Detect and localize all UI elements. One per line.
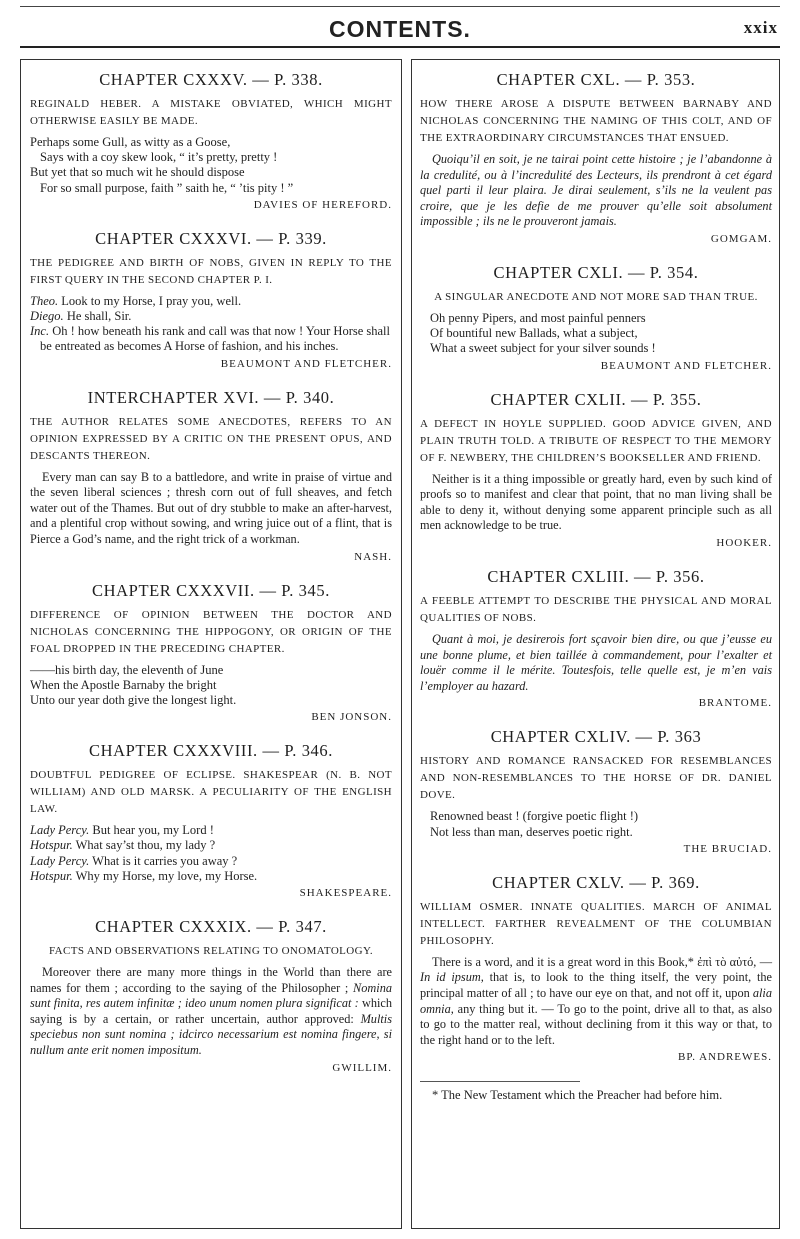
chapter-summary: FACTS AND OBSERVATIONS RELATING TO ONOMATOLOGY. [48, 945, 374, 958]
verse-line: Renowned beast ! (forgive poetic flight !) [430, 809, 639, 824]
running-header [20, 12, 780, 48]
chapter-heading: CHAPTER CXXXVII. — P. 345. [92, 580, 330, 600]
verse-line: Oh penny Pipers, and most painful penners [430, 310, 646, 325]
epigraph-prose: Quoiqu’il en soit, je ne tairai point cette histoire ; je l’abandonne à la credulité, ou à l’incredulité des Lecteurs, ils prendront à cet égard quel parti il leur plaira. Je dirai seulement, s’ils ne la veulent pas croire, que je les defie de me prouver qu’elle soit absolument impossible ; ils ne le prouveront jamais. [420, 152, 772, 229]
attribution: NASH. [354, 550, 392, 563]
footnote: * The New Testament which the Preacher had before him. [432, 1088, 723, 1103]
footnote-divider [420, 1081, 580, 1082]
interchapter-entry-16 [30, 388, 392, 564]
prose-text: There is a word, and it is a great word in this Book,* ἐπὶ τὸ αὐτό, — [432, 954, 772, 969]
epigraph-prose [30, 965, 392, 1059]
attribution: BRANTOME. [698, 697, 772, 710]
prose-text: Moreover there are many more things in the World than there are names for them ; according to the saying of the Philosopher ; [30, 965, 392, 995]
verse-line: Perhaps some Gull, as witty as a Goose, [30, 135, 231, 149]
verse-line: Unto our year doth give the longest light. [30, 693, 237, 707]
chapter-heading: CHAPTER CXXXV. — P. 338. [99, 70, 323, 89]
verse-line: But yet that so much wit he should dispose [30, 165, 245, 180]
verse-line: Of bountiful new Ballads, what a subject, [430, 326, 638, 341]
attribution: THE BRUCIAD. [683, 842, 772, 855]
chapter-summary: A SINGULAR ANECDOTE AND NOT MORE SAD THAN TRUE. [434, 290, 758, 303]
chapter-entry-137 [30, 581, 392, 725]
latin-quote: alia omnia, [420, 985, 772, 1016]
dialogue-text: Why my Horse, my love, my Horse. [72, 868, 258, 883]
chapter-heading: CHAPTER CXLIII. — P. 356. [487, 566, 705, 586]
verse-line: When the Apostle Barnaby the bright [30, 677, 217, 692]
chapter-entry-139 [30, 917, 392, 1075]
chapter-summary: DOUBTFUL PEDIGREE OF ECLIPSE. SHAKESPEAR (N. B. NOT WILLIAM) AND OLD MARSK. A PECULIARITY OF THE ENGLISH LAW. [30, 769, 392, 816]
verse-line: What a sweet subject for your silver sounds ! [430, 341, 656, 356]
chapter-heading: INTERCHAPTER XVI. — P. 340. [87, 387, 335, 407]
epigraph-verse [420, 809, 772, 839]
chapter-heading: CHAPTER CXXXVIII. — P. 346. [88, 741, 333, 761]
prose-text: which saying is by a certain, or rather uncertain, author approved: [30, 996, 392, 1026]
chapter-entry-140 [420, 70, 772, 246]
attribution: GOMGAM. [710, 232, 772, 245]
speaker-name: Theo. [30, 293, 59, 308]
verse-line: Not less than man, deserves poetic right. [430, 824, 633, 839]
chapter-summary: HOW THERE AROSE A DISPUTE BETWEEN BARNABY AND NICHOLAS CONCERNING THE NAMING OF THIS COLT, AND OF THE EXTRAORDINARY CIRCUMSTANCES THAT ENSUED. [420, 98, 772, 144]
dialogue-line [30, 838, 392, 853]
chapter-entry-144 [420, 727, 772, 855]
attribution: BEAUMONT AND FLETCHER. [220, 357, 392, 370]
attribution: DAVIES OF HEREFORD. [253, 198, 392, 211]
attribution: BEN JONSON. [311, 711, 392, 724]
epigraph-prose: Neither is it a thing impossible or greatly hard, even by such kind of proofs so to manifest and clear that point, that no man living shall be able to deny it, without denying some apparent principle such as all men acknowledge to be true. [420, 471, 772, 533]
latin-quote: Nomina sunt finita, res autem infinitæ ; ideo unum nomen plura significat : [30, 980, 392, 1011]
left-column [30, 70, 392, 1092]
epigraph-prose: Every man can say B to a battledore, and write in praise of virtue and the seven liberal sciences ; thresh corn out of full sheaves, and fetch water out of the Thames. But out of dry stubble to make an after-harvest, and a plentiful crop without sowing, and wring juice out of a flint, that is Pierce a God’s name, and the right trick of a workman. [30, 469, 392, 546]
right-column [420, 70, 772, 1104]
chapter-entry-143 [420, 567, 772, 710]
attribution: GWILLIM. [332, 1061, 392, 1074]
dialogue-line [30, 309, 392, 324]
chapter-entry-142 [420, 390, 772, 550]
speaker-name: Lady Percy. [30, 853, 90, 868]
attribution: BP. ANDREWES. [678, 1051, 772, 1064]
latin-quote: Multis speciebus non sunt nomina ; idcirco necessarium est nomina fingere, si nullum ante erit nomen impositum. [30, 1011, 392, 1057]
verse-line: Says with a coy skew look, “ it’s pretty, pretty ! [40, 150, 278, 165]
dialogue-line [30, 854, 392, 869]
chapter-summary: THE AUTHOR RELATES SOME ANECDOTES, REFERS TO AN OPINION EXPRESSED BY A CRITIC ON THE PRESENT OPUS, AND DESCANTS THEREON. [30, 415, 392, 462]
speaker-name: Hotspur. [30, 868, 73, 883]
epigraph-prose: Quant à moi, je desirerois fort sçavoir bien dire, ou que j’eusse eu une bonne plume, et bien taillée à commandement, pour l’exalter et louër comme il le mérite. Toutesfois, telle quelle est, je m’en vais l’employer au hazard. [420, 631, 772, 693]
page-number: xxix [743, 18, 778, 37]
attribution: BEAUMONT AND FLETCHER. [600, 359, 772, 372]
verse-line: ——his birth day, the eleventh of June [30, 662, 224, 677]
chapter-entry-141 [420, 263, 772, 373]
epigraph-prose [420, 955, 772, 1049]
attribution: HOOKER. [716, 536, 772, 549]
chapter-summary: REGINALD HEBER. A MISTAKE OBVIATED, WHICH MIGHT OTHERWISE EASILY BE MADE. [30, 98, 392, 127]
prose-text: any thing but it. — To go to the point, drive all to that, as also to go to the matter real, without declining from it this way or that, to the right hand or to the left. [420, 1001, 772, 1047]
chapter-heading: CHAPTER CXLII. — P. 355. [490, 389, 702, 409]
chapter-heading: CHAPTER CXXXIX. — P. 347. [95, 917, 327, 937]
chapter-entry-135 [30, 70, 392, 212]
page-title: CONTENTS. [329, 15, 471, 42]
dialogue-text: But hear you, my Lord ! [89, 823, 214, 838]
dialogue-text: What say’st thou, my lady ? [72, 838, 216, 853]
dialogue-text: Oh ! how beneath his rank and call was that now ! Your Horse shall be entreated as becomes A Horse of fashion, and his inches. [40, 324, 390, 354]
top-rule [20, 6, 780, 7]
chapter-heading: CHAPTER CXLIV. — P. 363 [490, 727, 702, 747]
chapter-summary: DIFFERENCE OF OPINION BETWEEN THE DOCTOR AND NICHOLAS CONCERNING THE HIPPOGONY, OR ORIGIN OF THE FOAL DROPPED IN THE PRECEDING CHAPTER. [30, 608, 392, 655]
latin-quote: In id ipsum, [420, 970, 484, 985]
prose-text: that is, to look to the thing itself, the very point, the principal matter of all ; to have our eye on that, and not off it, upon [420, 970, 772, 1000]
epigraph-dialogue [30, 294, 392, 355]
chapter-summary: A FEEBLE ATTEMPT TO DESCRIBE THE PHYSICAL AND MORAL QUALITIES OF NOBS. [420, 594, 772, 624]
verse-line: For so small purpose, faith ” saith he, “ ’tis pity ! ” [40, 180, 294, 195]
speaker-name: Diego. [30, 309, 64, 324]
dialogue-text: He shall, Sir. [63, 309, 132, 324]
epigraph-verse [420, 311, 772, 357]
epigraph-verse [30, 663, 392, 709]
chapter-entry-138 [30, 741, 392, 900]
chapter-summary: THE PEDIGREE AND BIRTH OF NOBS, GIVEN IN REPLY TO THE FIRST QUERY IN THE SECOND CHAPTER P. I. [30, 256, 392, 286]
speaker-name: Hotspur. [30, 838, 73, 853]
speaker-name: Inc. [30, 324, 50, 339]
chapter-heading: CHAPTER CXL. — P. 353. [496, 70, 696, 89]
chapter-entry-145 [420, 873, 772, 1065]
chapter-summary: HISTORY AND ROMANCE RANSACKED FOR RESEMBLANCES AND NON-RESEMBLANCES TO THE HORSE OF DR. DANIEL DOVE. [420, 755, 772, 802]
dialogue-text: Look to my Horse, I pray you, well. [58, 293, 242, 308]
chapter-entry-136 [30, 229, 392, 371]
speaker-name: Lady Percy. [30, 823, 90, 838]
dialogue-line [30, 324, 392, 354]
epigraph-verse [30, 135, 392, 196]
attribution: SHAKESPEARE. [299, 887, 392, 900]
dialogue-line [30, 869, 392, 884]
dialogue-line [30, 294, 392, 309]
chapter-heading: CHAPTER CXLI. — P. 354. [493, 262, 699, 282]
dialogue-line [30, 823, 392, 838]
chapter-heading: CHAPTER CXLV. — P. 369. [492, 872, 700, 892]
chapter-summary: WILLIAM OSMER. INNATE QUALITIES. MARCH OF ANIMAL INTELLECT. FARTHER REVEALMENT OF THE COLUMBIAN PHILOSOPHY. [420, 900, 772, 947]
chapter-heading: CHAPTER CXXXVI. — P. 339. [95, 228, 327, 248]
epigraph-dialogue [30, 823, 392, 884]
chapter-summary: A DEFECT IN HOYLE SUPPLIED. GOOD ADVICE GIVEN, AND PLAIN TRUTH TOLD. A TRIBUTE OF RESPECT TO THE MEMORY OF F. NEWBERY, THE CHILDREN’S BOOKSELLER AND FRIEND. [420, 417, 772, 464]
dialogue-text: What is it carries you away ? [89, 853, 238, 868]
